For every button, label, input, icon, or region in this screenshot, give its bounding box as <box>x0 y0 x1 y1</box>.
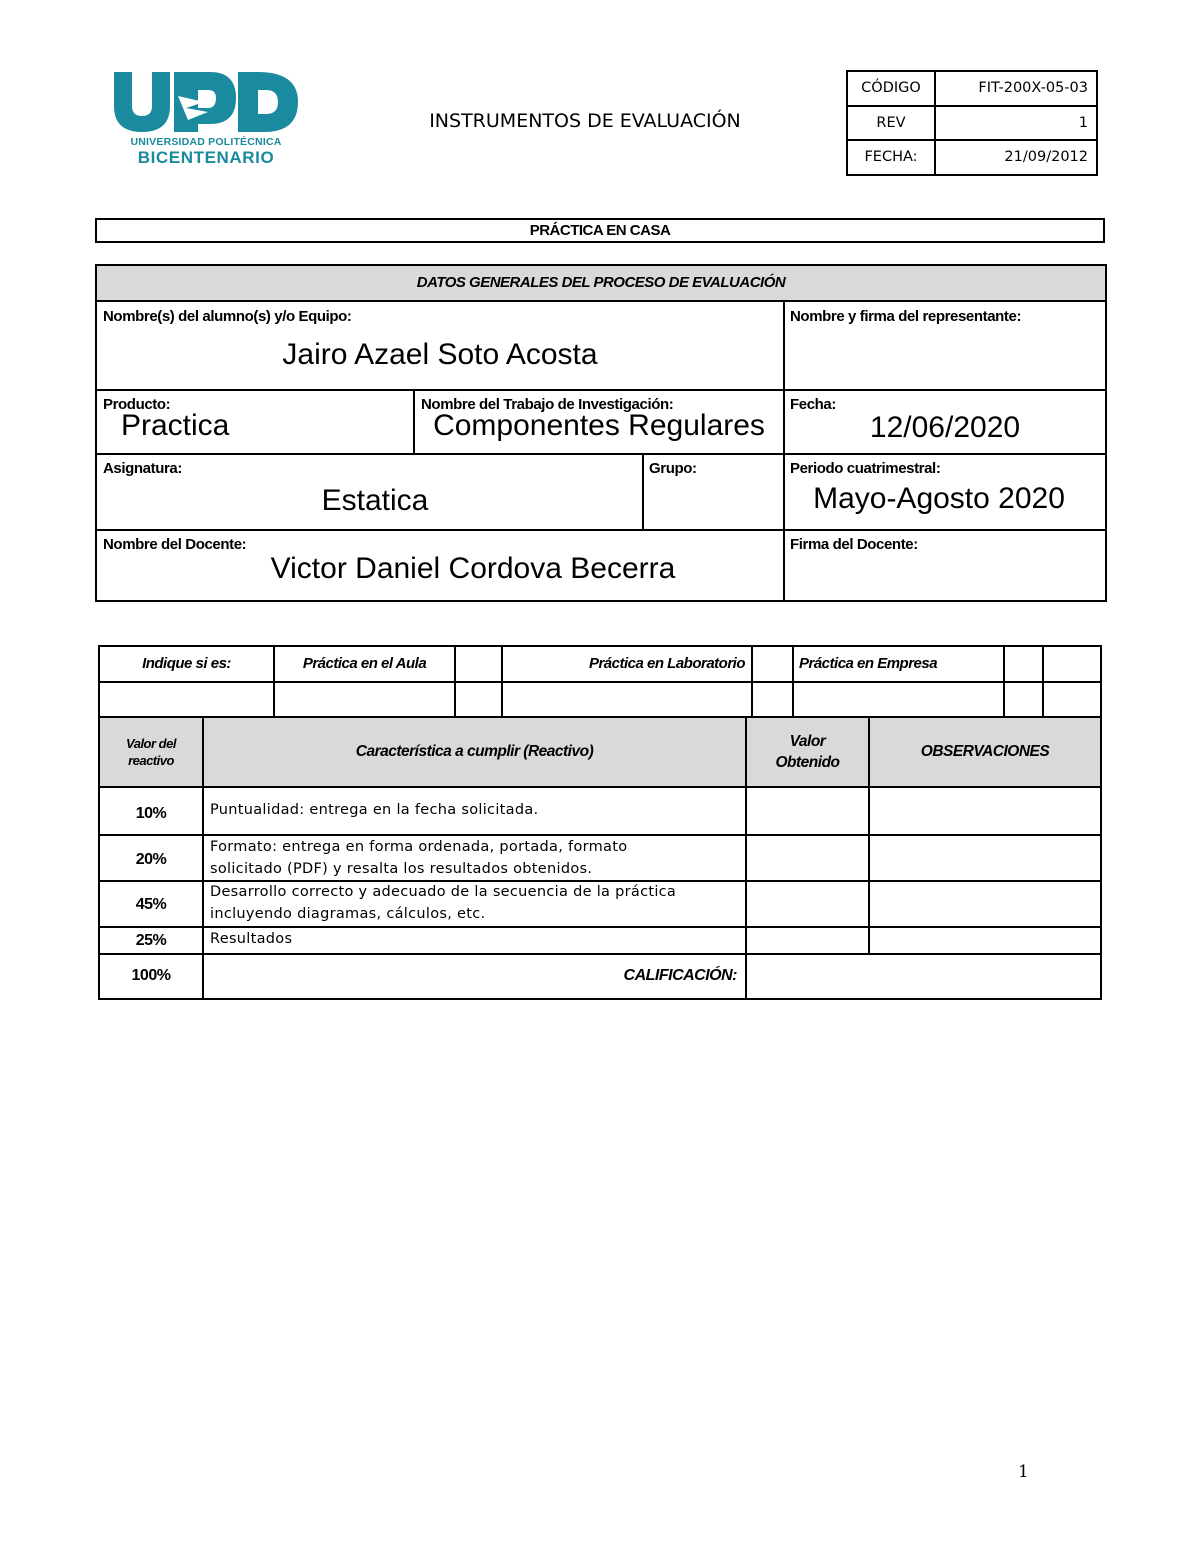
date-row <box>847 140 1097 175</box>
option-company: Práctica en Empresa <box>799 655 938 672</box>
logo-text-bicentenario: BICENTENARIO <box>137 148 275 167</box>
total-percent: 100% <box>131 967 171 984</box>
group-label: Grupo: <box>649 460 697 477</box>
university-logo <box>108 68 304 170</box>
document-code-table <box>846 70 1098 176</box>
col-obtained-header-line1: Valor <box>789 733 826 750</box>
indicate-label: Indique si es: <box>142 655 231 672</box>
col-characteristic-header: Característica a cumplir (Reactivo) <box>355 743 594 760</box>
general-data-box <box>95 264 1107 602</box>
practice-banner: PRÁCTICA EN CASA <box>95 218 1105 243</box>
rev-key: REV <box>847 106 935 141</box>
teacher-label: Nombre del Docente: <box>103 536 247 553</box>
row-criterion: Resultados <box>210 931 293 947</box>
option-classroom: Práctica en el Aula <box>302 655 427 672</box>
student-label: Nombre(s) del alumno(s) y/o Equipo: <box>103 308 352 325</box>
option-lab-checkbox[interactable] <box>753 649 792 681</box>
code-row <box>847 71 1097 106</box>
divider <box>1042 647 1044 717</box>
col-value-header <box>100 735 202 769</box>
row-criterion-line2: incluyendo diagramas, cálculos, etc. <box>210 906 486 922</box>
code-value: FIT-200X-05-03 <box>935 71 1097 106</box>
col-value-header-line2: reactivo <box>128 753 174 768</box>
work-value[interactable]: Componentes Regulares <box>433 409 765 442</box>
col-observations-header: OBSERVACIONES <box>920 743 1050 760</box>
date-value[interactable]: 12/06/2020 <box>869 411 1021 444</box>
evaluation-grid <box>98 645 1102 1000</box>
rev-value: 1 <box>935 106 1097 141</box>
representative-label: Nombre y firma del representante: <box>790 308 1022 325</box>
col-obtained-header <box>747 731 868 773</box>
row-percent: 10% <box>135 805 167 822</box>
code-key: CÓDIGO <box>847 71 935 106</box>
divider <box>97 529 1105 531</box>
page-number: 1 <box>1018 1462 1029 1482</box>
date-label: Fecha: <box>790 396 836 413</box>
logo-text-university: UNIVERSIDAD POLITÉCNICA <box>130 136 282 148</box>
product-label: Producto: <box>103 396 171 413</box>
grade-label: CALIFICACIÓN: <box>623 967 737 984</box>
option-company-checkbox[interactable] <box>1005 649 1042 681</box>
grade-value-field[interactable] <box>749 957 1098 997</box>
date-key: FECHA: <box>847 140 935 175</box>
row-percent: 20% <box>135 851 167 868</box>
logo-mark-icon <box>108 68 304 134</box>
option-lab: Práctica en Laboratorio <box>588 655 745 672</box>
subject-value[interactable]: Estatica <box>321 484 429 517</box>
row-percent: 25% <box>135 932 167 949</box>
col-value-header-line1: Valor del <box>126 736 176 751</box>
period-value[interactable]: Mayo-Agosto 2020 <box>813 482 1065 515</box>
document-title: INSTRUMENTOS DE EVALUACIÓN <box>429 110 741 132</box>
divider <box>97 453 1105 455</box>
divider <box>100 716 1100 718</box>
divider <box>100 681 1100 683</box>
student-value[interactable]: Jairo Azael Soto Acosta <box>282 338 598 371</box>
teacher-value[interactable]: Victor Daniel Cordova Becerra <box>270 552 676 585</box>
teacher-signature-label: Firma del Docente: <box>790 536 918 553</box>
option-classroom-checkbox[interactable] <box>456 649 501 681</box>
general-data-heading: DATOS GENERALES DEL PROCESO DE EVALUACIÓN <box>97 266 1105 302</box>
subject-label: Asignatura: <box>103 460 182 477</box>
date-value: 21/09/2012 <box>935 140 1097 175</box>
divider <box>100 786 1100 788</box>
divider <box>792 647 794 717</box>
product-value[interactable]: Practica <box>121 409 230 442</box>
col-obtained-header-line2: Obtenido <box>775 754 840 771</box>
work-label: Nombre del Trabajo de Investigación: <box>421 396 674 413</box>
row-percent: 45% <box>135 896 167 913</box>
row-criterion: Formato: entrega en forma ordenada, portada, formato <box>210 839 628 855</box>
rev-row <box>847 106 1097 141</box>
row-criterion: Puntualidad: entrega en la fecha solicitada. <box>210 802 539 818</box>
row-criterion: Desarrollo correcto y adecuado de la secuencia de la práctica <box>210 884 677 900</box>
row-criterion-line2: solicitado (PDF) y resalta los resultados obtenidos. <box>210 861 593 877</box>
divider <box>100 953 1100 955</box>
period-label: Periodo cuatrimestral: <box>790 460 941 477</box>
divider <box>97 389 1105 391</box>
